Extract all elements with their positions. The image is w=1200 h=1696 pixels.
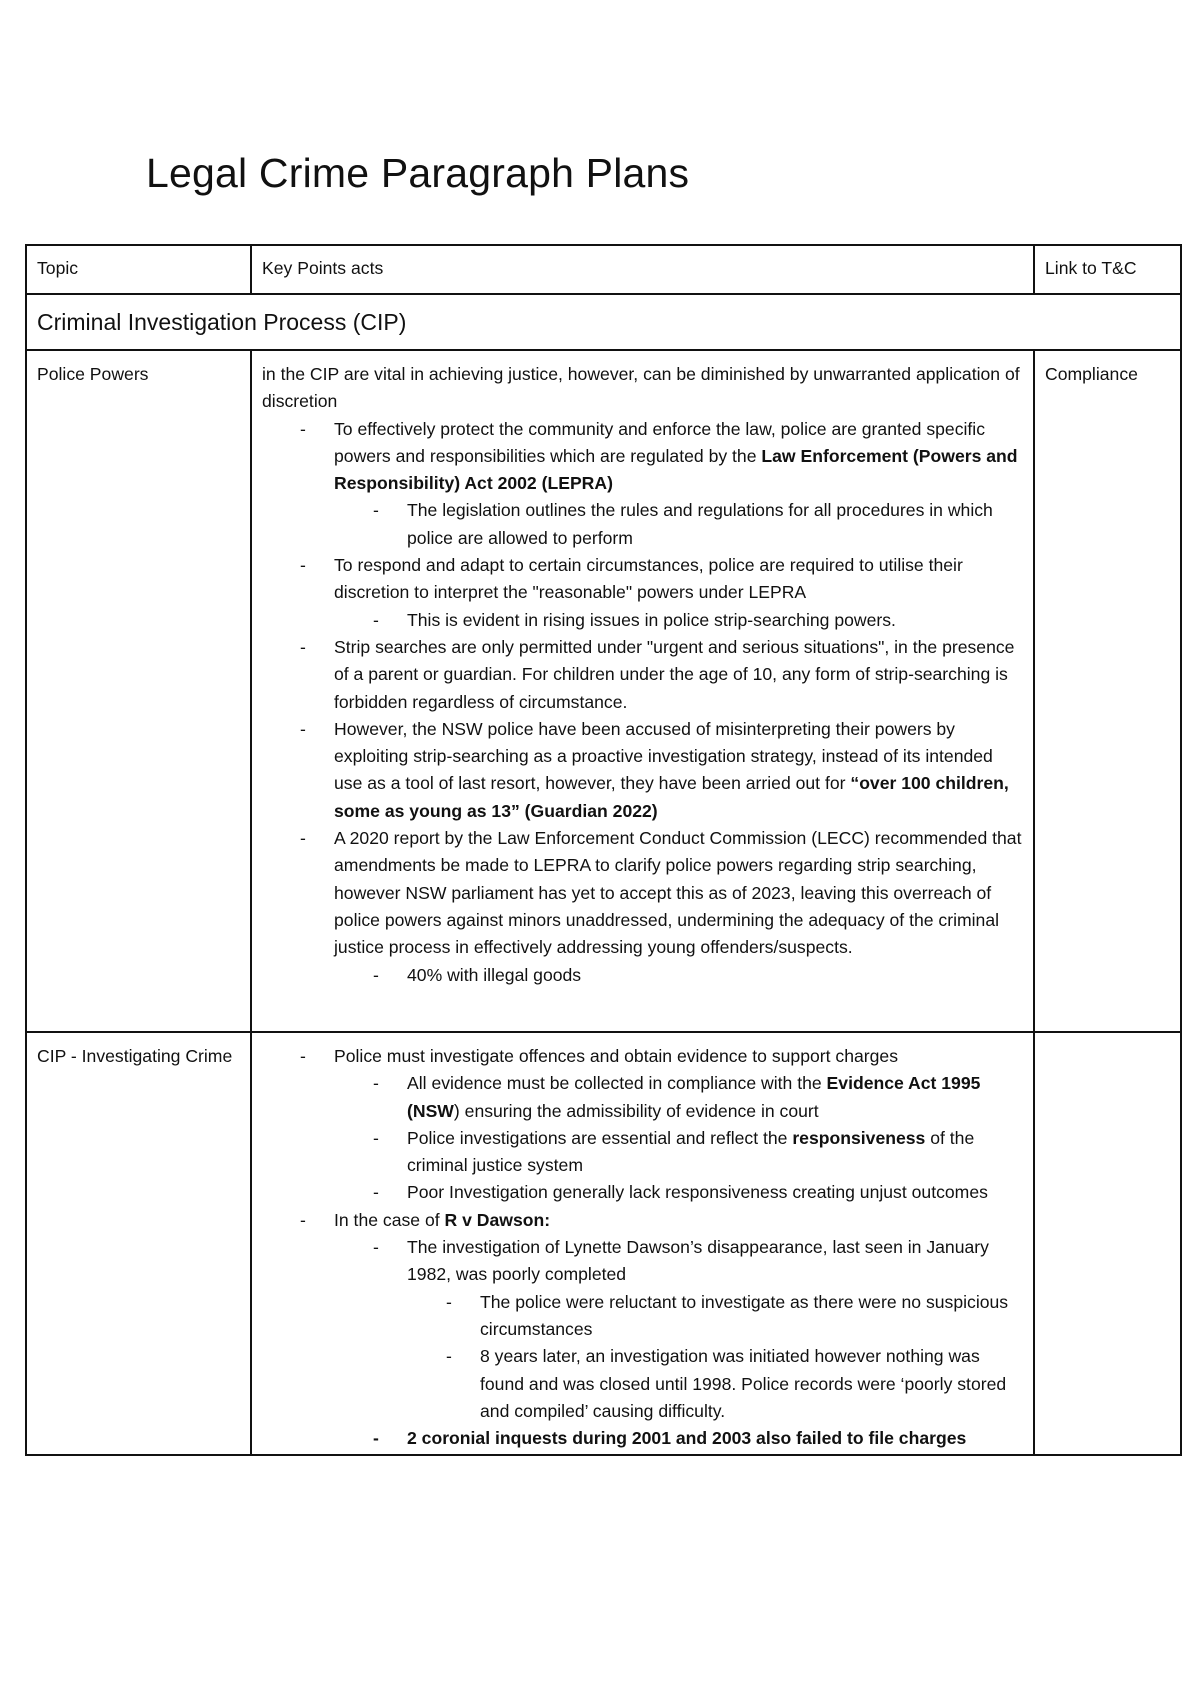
table-row bbox=[26, 350, 1181, 1032]
table-header-row bbox=[26, 245, 1181, 294]
point-text: ) ensuring the admissibility of evidence in court bbox=[453, 1100, 819, 1121]
point-text: All evidence must be collected in compliance with the bbox=[407, 1073, 827, 1094]
key-points-list bbox=[262, 1043, 1023, 1452]
point-text: The legislation outlines the rules and regulations for all procedures in which police are allowed to perform bbox=[407, 500, 993, 548]
row-topic: CIP - Investigating Crime bbox=[26, 1032, 251, 1455]
bold-text: responsiveness bbox=[792, 1127, 926, 1148]
dash-bullet-icon: - bbox=[373, 1428, 379, 1449]
point-text: The police were reluctant to investigate as there were no suspicious circumstances bbox=[480, 1291, 1009, 1339]
dash-bullet-icon: - bbox=[300, 718, 306, 739]
row-key-points bbox=[251, 1032, 1034, 1455]
key-point-item bbox=[262, 962, 1023, 989]
point-text: Police investigations are essential and reflect the bbox=[407, 1127, 793, 1148]
dash-bullet-icon: - bbox=[373, 1127, 379, 1148]
key-point-item bbox=[262, 1289, 1023, 1344]
table-row bbox=[26, 1032, 1181, 1455]
header-topic: Topic bbox=[26, 245, 251, 294]
row-topic: Police Powers bbox=[26, 350, 251, 1032]
dash-bullet-icon: - bbox=[446, 1291, 452, 1312]
point-text: of the criminal justice system bbox=[407, 1127, 975, 1176]
key-point-item bbox=[262, 1179, 1023, 1206]
row-link bbox=[1034, 1032, 1181, 1455]
dash-bullet-icon: - bbox=[300, 555, 306, 576]
section-heading: Criminal Investigation Process (CIP) bbox=[26, 294, 1181, 350]
paragraph-plan-table bbox=[25, 244, 1182, 1456]
point-text: However, the NSW police have been accused of misinterpreting their powers by exploiting strip-searching as a proactive investigation strategy, instead of its intended use as a tool of last resort, however, they have been arried out for bbox=[334, 718, 993, 794]
key-point-item bbox=[262, 1207, 1023, 1234]
dash-bullet-icon: - bbox=[300, 828, 306, 849]
dash-bullet-icon: - bbox=[300, 1209, 306, 1230]
key-point-item bbox=[262, 497, 1023, 552]
dash-bullet-icon: - bbox=[373, 500, 379, 521]
dash-bullet-icon: - bbox=[300, 636, 306, 657]
row-key-points bbox=[251, 350, 1034, 1032]
point-text: Strip searches are only permitted under "urgent and serious situations", in the presence of a parent or guardian. For children under the age of 10, any form of strip-searching is forbidden regardless of circumstance. bbox=[334, 636, 1015, 712]
page-title: Legal Crime Paragraph Plans bbox=[146, 150, 690, 196]
key-points-list bbox=[262, 416, 1023, 989]
key-point-item bbox=[262, 1043, 1023, 1070]
point-text: In the case of bbox=[334, 1209, 445, 1230]
section-row bbox=[26, 294, 1181, 350]
key-point-item bbox=[262, 1234, 1023, 1289]
key-point-item bbox=[262, 634, 1023, 716]
point-text: The investigation of Lynette Dawson’s disappearance, last seen in January 1982, was poorly completed bbox=[407, 1237, 989, 1285]
dash-bullet-icon: - bbox=[373, 964, 379, 985]
point-text: To effectively protect the community and enforce the law, police are granted specific powers and responsibilities which are regulated by the bbox=[334, 418, 985, 466]
bold-text: R v Dawson: bbox=[444, 1209, 551, 1230]
bold-text: Evidence Act 1995 (NSW bbox=[407, 1073, 981, 1121]
dash-bullet-icon: - bbox=[300, 1046, 306, 1066]
key-point-item bbox=[262, 1343, 1023, 1425]
key-point-item bbox=[262, 716, 1023, 825]
key-point-item bbox=[262, 1125, 1023, 1180]
row-intro: in the CIP are vital in achieving justice, however, can be diminished by unwarranted application of discretion bbox=[262, 364, 1020, 412]
bold-text: “over 100 children, some as young as 13” (Guardian 2022) bbox=[334, 773, 1009, 821]
key-point-item bbox=[262, 552, 1023, 607]
dash-bullet-icon: - bbox=[373, 1073, 379, 1094]
dash-bullet-icon: - bbox=[373, 1182, 379, 1203]
dash-bullet-icon: - bbox=[300, 418, 306, 439]
dash-bullet-icon: - bbox=[446, 1346, 452, 1367]
point-text: This is evident in rising issues in police strip-searching powers. bbox=[407, 609, 896, 630]
point-text: Police must investigate offences and obtain evidence to support charges bbox=[334, 1046, 899, 1066]
bold-text: 2 coronial inquests during 2001 and 2003 also failed to file charges bbox=[407, 1428, 967, 1449]
key-point-item bbox=[262, 607, 1023, 634]
key-point-item bbox=[262, 1425, 1023, 1452]
key-point-item bbox=[262, 416, 1023, 498]
point-text: 40% with illegal goods bbox=[407, 964, 582, 985]
key-point-item bbox=[262, 1070, 1023, 1125]
point-text: A 2020 report by the Law Enforcement Conduct Commission (LECC) recommended that amendments be made to LEPRA to clarify police powers regarding strip searching, however NSW parliament has yet to accept this as of 2023, leaving this overreach of police powers against minors unaddressed, undermining the adequacy of the criminal justice process in effectively addressing young offenders/suspects. bbox=[334, 828, 1022, 958]
bold-text: Law Enforcement (Powers and Responsibility) Act 2002 (LEPRA) bbox=[334, 445, 1018, 494]
point-text: 8 years later, an investigation was initiated however nothing was found and was closed until 1998. Police records were ‘poorly stored and compiled’ causing difficulty. bbox=[480, 1346, 1007, 1421]
dash-bullet-icon: - bbox=[373, 1237, 379, 1258]
key-point-item bbox=[262, 825, 1023, 961]
header-key-points: Key Points acts bbox=[251, 245, 1034, 294]
row-link: Compliance bbox=[1034, 350, 1181, 1032]
point-text: To respond and adapt to certain circumstances, police are required to utilise their discretion to interpret the "reasonable" powers under LEPRA bbox=[334, 555, 963, 603]
point-text: Poor Investigation generally lack responsiveness creating unjust outcomes bbox=[407, 1182, 988, 1203]
dash-bullet-icon: - bbox=[373, 609, 379, 630]
header-link: Link to T&C bbox=[1034, 245, 1181, 294]
